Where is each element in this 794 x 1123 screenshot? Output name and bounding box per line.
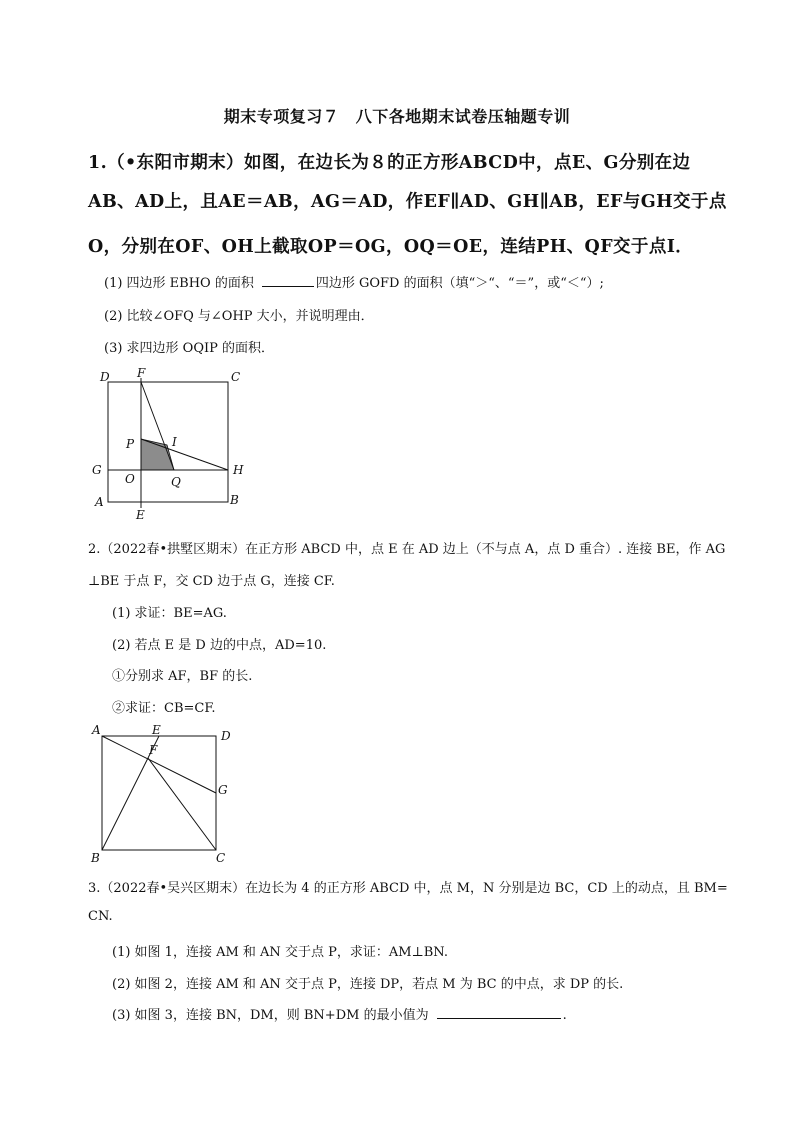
q3-stem-line-1: 3.（2022春•吴兴区期末）在边长为 4 的正方形 ABCD 中，点 M，N 分别是边 BC，CD 上的动点，且 BM= — [88, 881, 728, 896]
q1-label-q: Q — [171, 475, 181, 489]
q2-label-g: G — [218, 783, 228, 797]
q1-label-b: B — [230, 493, 239, 507]
q1-sub-1-part-a: (1) 四边形 EBHO 的面积 — [104, 276, 254, 291]
q2-label-c: C — [216, 851, 226, 865]
q1-label-e: E — [136, 508, 145, 522]
q2-segment-ag — [102, 736, 216, 793]
q2-sub-2-part-1: ①分别求 AF，BF 的长. — [112, 669, 253, 684]
q1-sub-2: (2) 比较∠OFQ 与∠OHP 大小，并说明理由． — [104, 309, 374, 324]
q2-sub-1: (1) 求证：BE=AG. — [112, 606, 227, 621]
q1-sub-1-part-b: 四边形 GOFD 的面积（填“＞“、“＝”，或“＜“）; — [315, 276, 604, 291]
q1-label-i: I — [172, 435, 177, 449]
q3-sub-3-part-b: . — [562, 1008, 567, 1023]
q1-label-f: F — [137, 366, 146, 380]
q2-sub-2-part-2: ②求证：CB=CF. — [112, 701, 216, 716]
q3-sub-3-part-a: (3) 如图 3，连接 BN，DM，则 BN+DM 的最小值为 — [112, 1008, 429, 1023]
page-title: 期末专项复习７ 八下各地期末试卷压轴题专训 — [223, 107, 571, 126]
q1-shaded-region-oqip — [141, 439, 174, 470]
q1-label-c: C — [231, 370, 241, 384]
q3-sub-3 — [112, 1004, 567, 1023]
q1-sub-3: (3) 求四边形 OQIP 的面积． — [104, 341, 275, 356]
q1-label-a: A — [95, 495, 104, 509]
q2-stem-line-2: ⊥BE 于点 F，交 CD 边于点 G，连接 CF. — [88, 574, 335, 589]
q1-label-g: G — [92, 463, 102, 477]
q2-stem-line-1: 2.（2022春•拱墅区期末）在正方形 ABCD 中，点 E 在 AD 边上（不与点 A，点 D 重合）. 连接 BE，作 AG — [88, 542, 726, 557]
q2-label-f: F — [149, 743, 158, 757]
q2-label-e: E — [152, 723, 161, 737]
q1-stem-line-1: 1.（•东阳市期末）如图，在边长为８的正方形ABCD中，点E、G分别在边 — [88, 153, 691, 173]
q1-sub-1 — [104, 272, 604, 291]
q2-sub-2: (2) 若点 E 是 D 边的中点，AD=10. — [112, 638, 327, 653]
q1-label-h: H — [233, 463, 244, 477]
q1-stem-line-2: AB、AD上，且AE＝AB，AG＝AD，作EF∥AD、GH∥AB，EF与GH交于点 — [88, 192, 727, 212]
q2-label-a: A — [92, 723, 101, 737]
q3-sub-2: (2) 如图 2，连接 AM 和 AN 交于点 P，连接 DP，若点 M 为 BC 的中点，求 DP 的长. — [112, 977, 624, 992]
q1-label-d: D — [100, 370, 110, 384]
q2-label-b: B — [91, 851, 100, 865]
q3-answer-blank[interactable] — [437, 1006, 561, 1019]
q1-label-o: O — [125, 472, 135, 486]
q2-figure — [88, 720, 238, 870]
q1-answer-blank[interactable] — [262, 274, 314, 287]
q2-label-d: D — [221, 729, 231, 743]
q2-segment-cf — [148, 758, 216, 850]
q1-figure — [88, 366, 248, 522]
q2-square — [102, 736, 216, 850]
q3-stem-line-2: CN. — [88, 909, 113, 924]
q1-stem-line-3: O，分别在OF、OH上截取OP＝OG，OQ＝OE，连结PH、QF交于点I． — [88, 237, 694, 257]
q1-label-p: P — [126, 437, 135, 451]
q3-sub-1: (1) 如图 1，连接 AM 和 AN 交于点 P，求证：AM⊥BN. — [112, 945, 448, 960]
